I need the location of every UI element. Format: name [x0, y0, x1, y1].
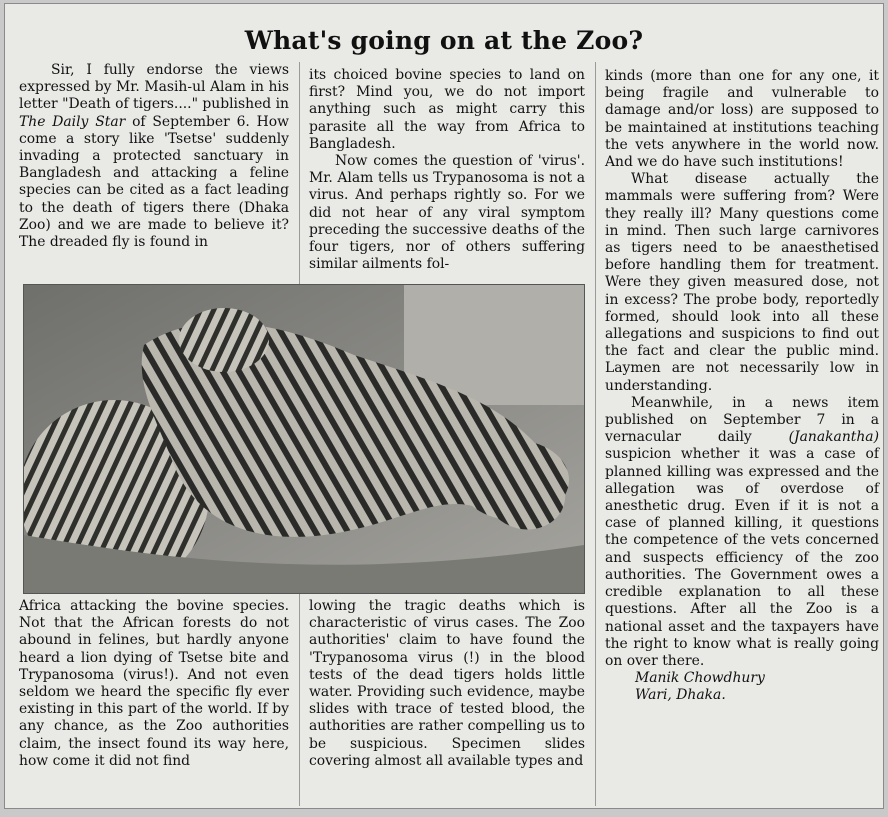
paragraph [19, 62, 289, 251]
column-2-bottom [309, 598, 585, 770]
paragraph: kinds (more than one for any one, it being fragile and vulnerable to damage and/or loss) are supposed to be maintained at institutions teaching the vets anywhere in the world now. And we do have such institutions! [605, 68, 879, 171]
newspaper-name: (Janakantha) [788, 429, 879, 446]
paragraph [605, 395, 879, 670]
paragraph: Now comes the question of 'virus'. Mr. Alam tells us Trypanosoma is not a virus. And perhaps rightly so. For we did not hear of any viral symptom preceding the successive deaths of the four tigers, nor of others suffering similar ailments fol- [309, 153, 585, 273]
tiger-photo-drawing [24, 285, 584, 593]
paragraph: lowing the tragic deaths which is characteristic of virus cases. The Zoo authorities' claim to have found the 'Trypanosoma virus (!) in the blood tests of the dead tigers holds little water. Providing such evidence, maybe slides with trace of tested blood, the authorities are rather compelling us to be suspicious. Specimen slides covering almost all available types and [309, 598, 585, 769]
paragraph: Africa attacking the bovine species. Not that the African forests do not abound in felines, but hardly anyone heard a lion dying of Tsetse bite and Trypanosoma (virus!). And not even seldom we heard the specific fly ever existing in this part of the world. If by any chance, as the Zoo authorities claim, the insect found its way here, how come it did not find [19, 598, 289, 769]
text-run: Meanwhile, in a news item published on September 7 in a vernacular daily [605, 394, 879, 446]
column-3 [605, 68, 879, 705]
tiger-photo [23, 284, 585, 594]
text-run: of September 6. How come a story like 'Tsetse' suddenly invading a protected sanctuary in Bangladesh and attacking a feline species can be cited as a fact leading to the death of tigers there (Dhaka Zoo) and we are made to believe it? The dreaded fly is found in [19, 113, 290, 251]
paragraph: What disease actually the mammals were suffering from? Were they really ill? Many questions come in mind. Then such large carnivores as tigers need to be anaesthetised before handling them for treatment. Were they given measured dose, not in excess? The probe body, reportedly formed, should look into all these allegations and suspicions to find out the fact and clear the public mind. Laymen are not necessarily low in understanding. [605, 171, 879, 394]
column-1-bottom [19, 598, 289, 770]
text-run: Sir, I fully endorse the views expressed by Mr. Masih-ul Alam in his letter "Death of tigers...." published in [19, 62, 289, 113]
author-place: Wari, Dhaka. [635, 687, 726, 704]
paragraph: its choiced bovine species to land on first? Mind you, we do not import anything such as might carry this parasite all the way from Africa to Bangladesh. [309, 67, 585, 152]
column-divider [595, 62, 596, 806]
column-1-top [19, 62, 289, 251]
newspaper-clipping [4, 3, 884, 809]
column-2-top [309, 67, 585, 273]
author-name: Manik Chowdhury [635, 670, 765, 687]
text-run: suspicion whether it was a case of planned killing was expressed and the allegation was of overdose of anesthetic drug. Even if it is not a case of planned killing, it questions the competence of the vets concerned and suspects efficiency of the zoo authorities. The Government owes a credible explanation to all these questions. After all the Zoo is a national asset and the taxpayers have the right to know what is really going on over there. [605, 446, 879, 669]
headline: What's going on at the Zoo? [244, 26, 644, 55]
signature [605, 670, 879, 704]
newspaper-name: The Daily Star [19, 113, 126, 130]
